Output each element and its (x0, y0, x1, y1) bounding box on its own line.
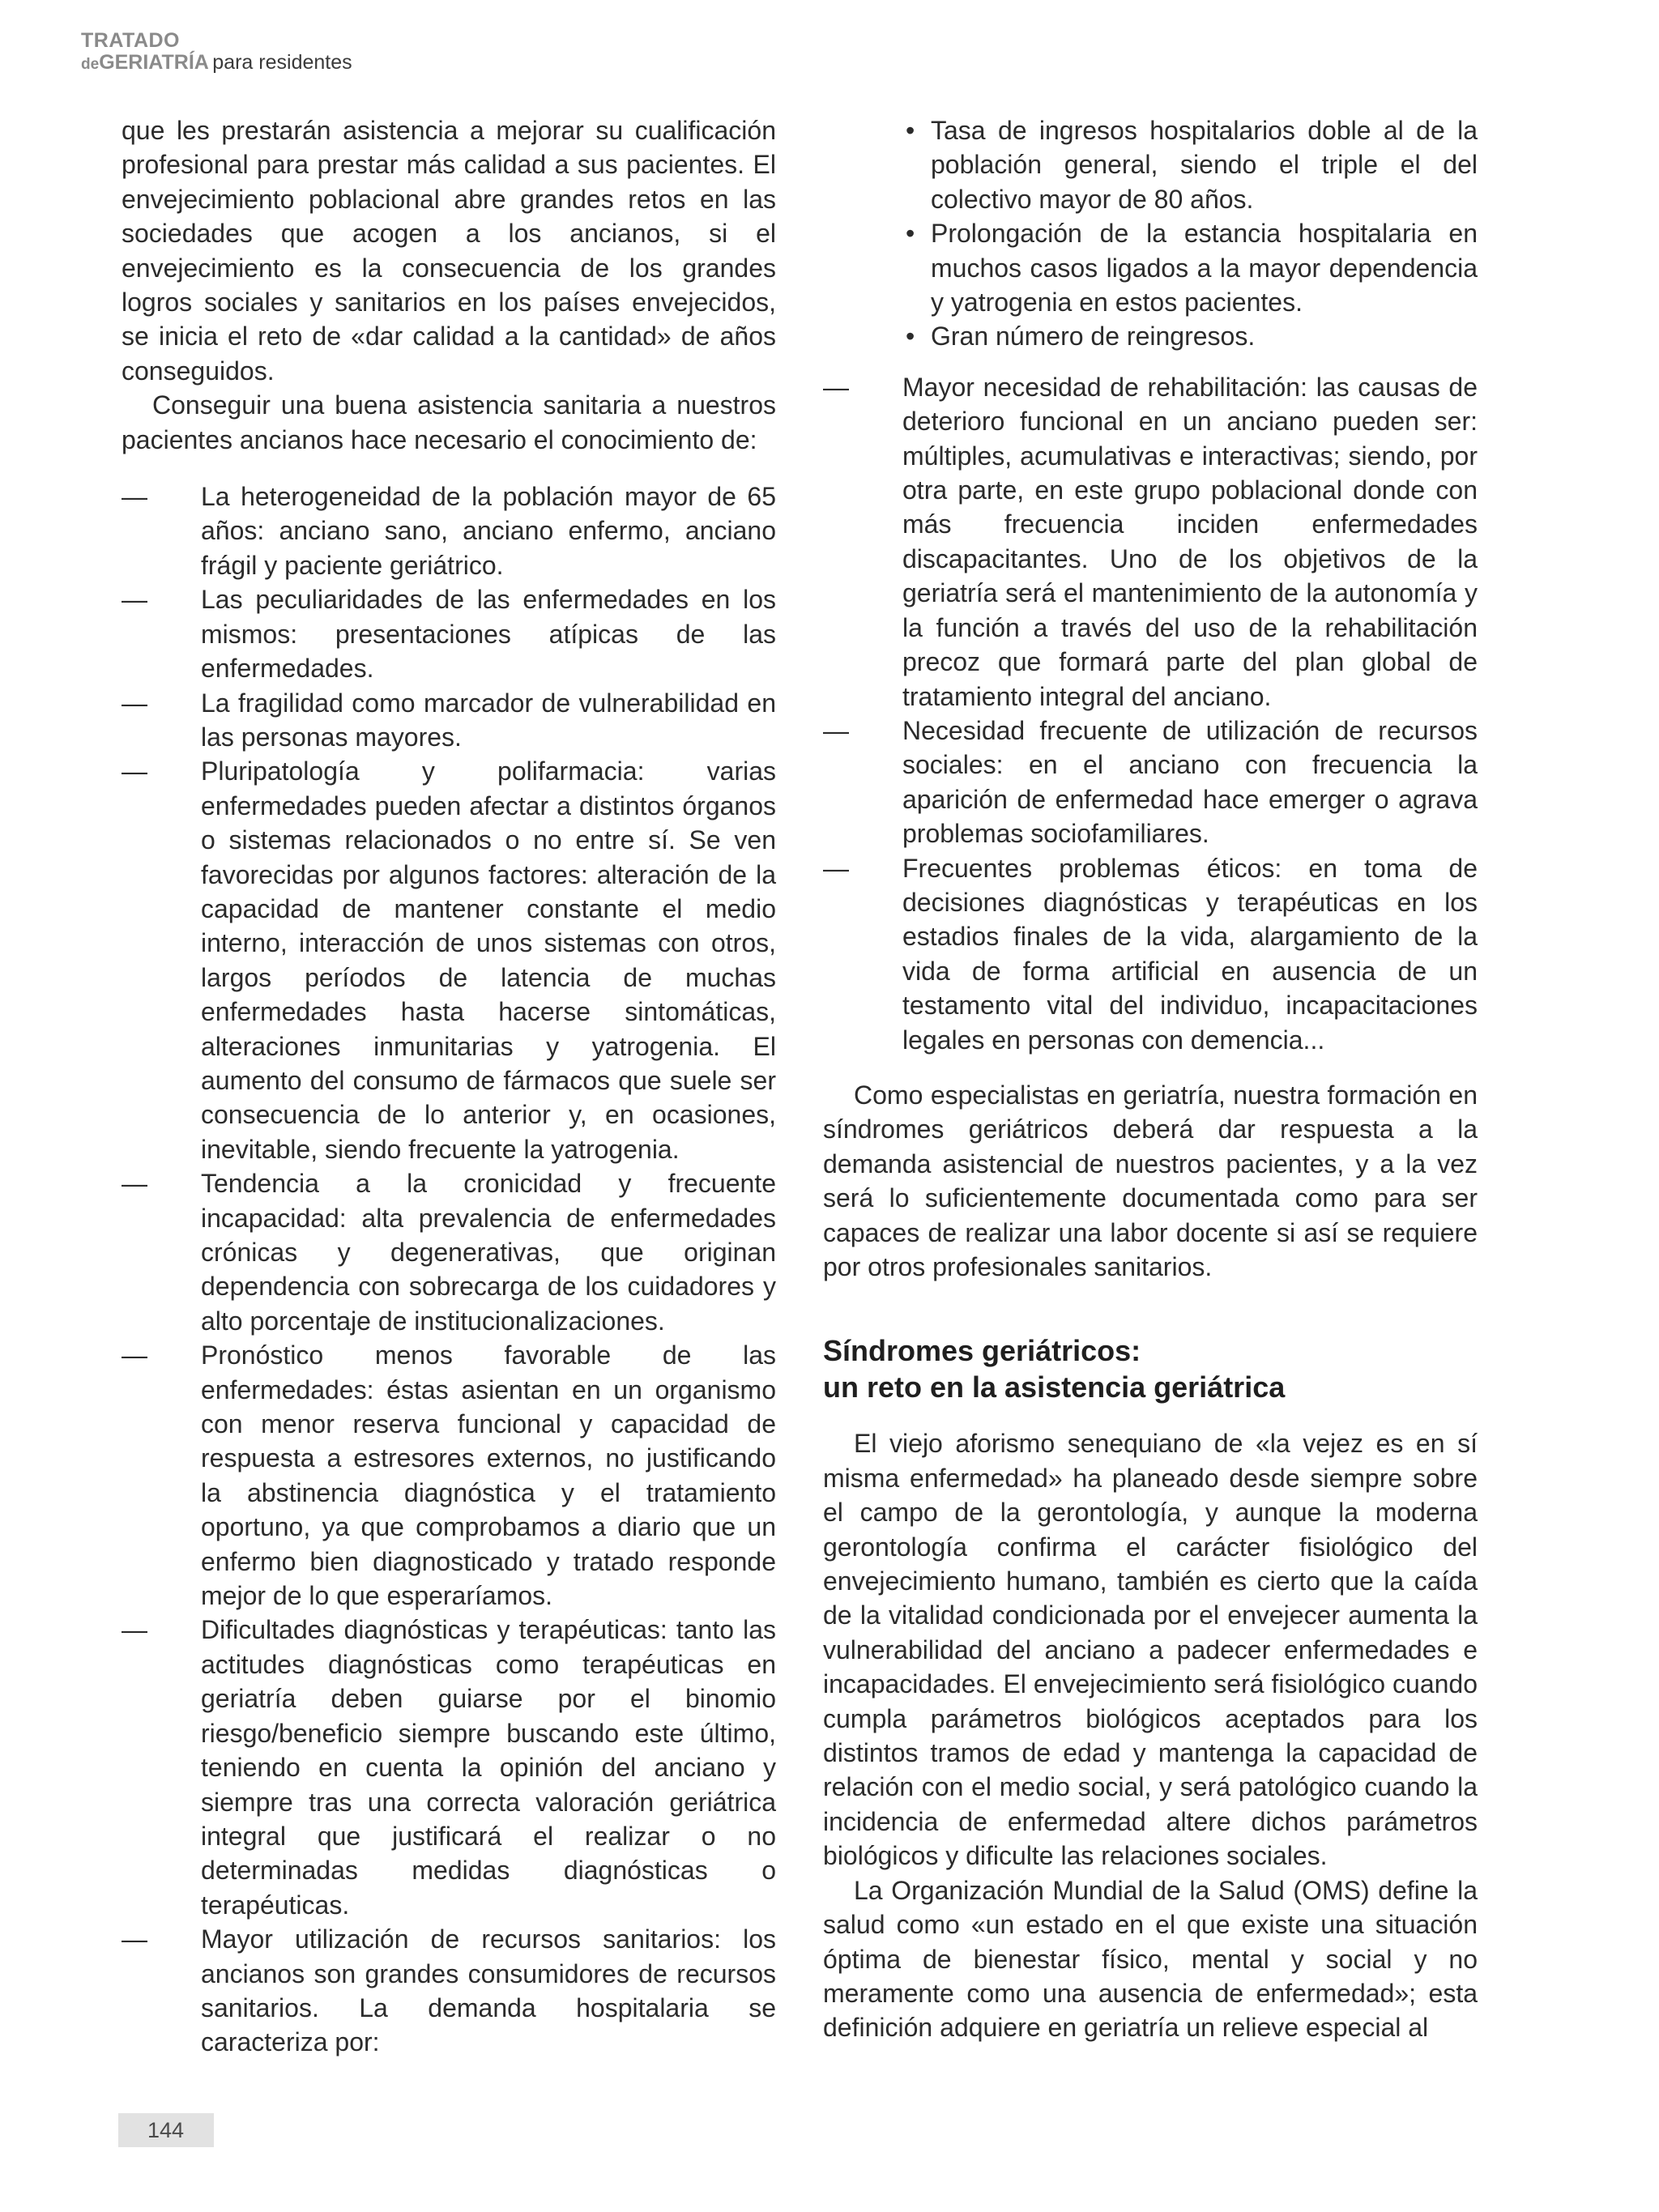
list-item: — Tendencia a la cronicidad y frecuente incapacidad: alta prevalencia de enfermedades crónicas y degenerativas, que originan dependencia con sobrecarga de los cuidadores y alto porcentaje de institucionalizaciones. (201, 1166, 776, 1338)
hospital-demand-list (823, 113, 1478, 354)
list-item: — Pluripatología y polifarmacia: varias enfermedades pueden afectar a distintos órganos o sistemas relacionados o no entre sí. Se ven favorecidas por algunos factores: alteración de la capacidad de mantener constante el medio interno, interacción de unos sistemas con otros, largos períodos de latencia de muchas enfermedades hasta hacerse sintomáticas, alteraciones inmunitarias y yatrogenia. El aumento del consumo de fármacos que suele ser consecuencia de lo anterior y, en ocasiones, inevitable, siendo frecuente la yatrogenia. (201, 754, 776, 1166)
list-item: — Pronóstico menos favorable de las enfermedades: éstas asientan en un organismo con menor reserva funcional y capacidad de respuesta a estresores externos, no justificando la abstinencia diagnóstica y el tratamiento oportuno, ya que comprobamos a diario que un enfermo bien diagnosticado y tratado responde mejor de lo que esperaríamos. (201, 1338, 776, 1613)
page-number: 144 (118, 2113, 214, 2147)
running-header (81, 31, 352, 73)
header-geriatria: GERIATRÍA (99, 51, 209, 74)
bullet-item: • Gran número de reingresos. (931, 319, 1478, 353)
bullet-item: • Tasa de ingresos hospitalarios doble al de la población general, siendo el triple el del colectivo mayor de 80 años. (931, 113, 1478, 216)
list-item: — La fragilidad como marcador de vulnerabilidad en las personas mayores. (201, 686, 776, 755)
header-title-tratado: TRATADO (81, 29, 180, 52)
bullet-item: • Prolongación de la estancia hospitalaria en muchos casos ligados a la mayor dependencia y yatrogenia en estos pacientes. (931, 216, 1478, 319)
heading-line: Síndromes geriátricos: (823, 1334, 1141, 1368)
list-item: — Necesidad frecuente de utilización de recursos sociales: en el anciano con frecuencia la aparición de enfermedad hace emerger o agrava problemas sociofamiliares. (902, 714, 1478, 851)
header-subtitle (81, 53, 352, 73)
knowledge-list (122, 479, 776, 2060)
heading-line: un reto en la asistencia geriátrica (823, 1370, 1286, 1404)
section-heading (823, 1332, 1478, 1405)
list-item: — Las peculiaridades de las enfermedades en los mismos: presentaciones atípicas de las enfermedades. (201, 582, 776, 685)
paragraph: que les prestarán asistencia a mejorar su cualificación profesional para prestar más calidad a sus pacientes. El envejecimiento poblacional abre grandes retos en las sociedades que acogen a los ancianos, si el envejecimiento es la consecuencia de los grandes logros sociales y sanitarios en los países envejecidos, se inicia el reto de «dar calidad a la cantidad» de años conseguidos. (122, 116, 776, 386)
knowledge-list-continued (823, 370, 1478, 1057)
paragraph: Conseguir una buena asistencia sanitaria a nuestros pacientes ancianos hace necesario el conocimiento de: (122, 390, 776, 454)
paragraph: La Organización Mundial de la Salud (OMS) define la salud como «un estado en el que existe una situación óptima de bienestar físico, mental y social y no meramente como una ausencia de enfermedad»; esta definición adquiere en geriatría un relieve especial al (823, 1875, 1478, 2043)
list-item: — Mayor utilización de recursos sanitarios: los ancianos son grandes consumidores de recursos sanitarios. La demanda hospitalaria se caracteriza por: (201, 1922, 776, 2060)
list-item: — Mayor necesidad de rehabilitación: las causas de deterioro funcional en un anciano pueden ser: múltiples, acumulativas e interactivas; siendo, por otra parte, en este grupo poblacional donde con más frecuencia inciden enfermedades discapacitantes. Uno de los objetivos de la geriatría será el mantenimiento de la autonomía y la función a través del uso de la rehabilitación precoz que formará parte del plan global de tratamiento integral del anciano. (902, 370, 1478, 714)
paragraph: Como especialistas en geriatría, nuestra formación en síndromes geriátricos deberá dar respuesta a la demanda asistencial de nuestros pacientes, y a la vez será lo suficientemente documentada como para ser capaces de realizar una labor docente si así se requiere por otros profesionales sanitarios. (823, 1080, 1478, 1281)
list-item: — Frecuentes problemas éticos: en toma de decisiones diagnósticas y terapéuticas en los estadios finales de la vida, alargamiento de la vida de forma artificial en ausencia de un testamento vital del individuo, incapacitaciones legales en personas con demencia... (902, 851, 1478, 1057)
list-item: — La heterogeneidad de la población mayor de 65 años: anciano sano, anciano enfermo, anciano frágil y paciente geriátrico. (201, 479, 776, 582)
list-item: — Dificultades diagnósticas y terapéuticas: tanto las actitudes diagnósticas como terapéuticas en geriatría deben guiarse por el binomio riesgo/beneficio siempre buscando este último, teniendo en cuenta la opinión del anciano y siempre tras una correcta valoración geriátrica integral que justificará el realizar o no determinadas medidas diagnósticas o terapéuticas. (201, 1613, 776, 1922)
left-column (122, 113, 776, 2060)
paragraph: El viejo aforismo senequiano de «la vejez es en sí misma enfermedad» ha planeado desde siempre sobre el campo de la gerontología, y aunque la moderna gerontología confirma el carácter fisiológico del envejecimiento humano, también es cierto que la caída de la vitalidad condicionada por el envejecer aumenta la vulnerabilidad del anciano a padecer enfermedades e incapacidades. El envejecimiento será fisiológico cuando cumpla parámetros biológicos aceptados para los distintos tramos de edad y mantenga la capacidad de relación con el medio social, y será patológico cuando la incidencia de enfermedad altere dichos parámetros biológicos y dificulte las relaciones sociales. (823, 1429, 1478, 1871)
right-column (823, 113, 1478, 2045)
header-de: de (81, 56, 100, 73)
header-para-residentes: para residentes (212, 51, 352, 74)
